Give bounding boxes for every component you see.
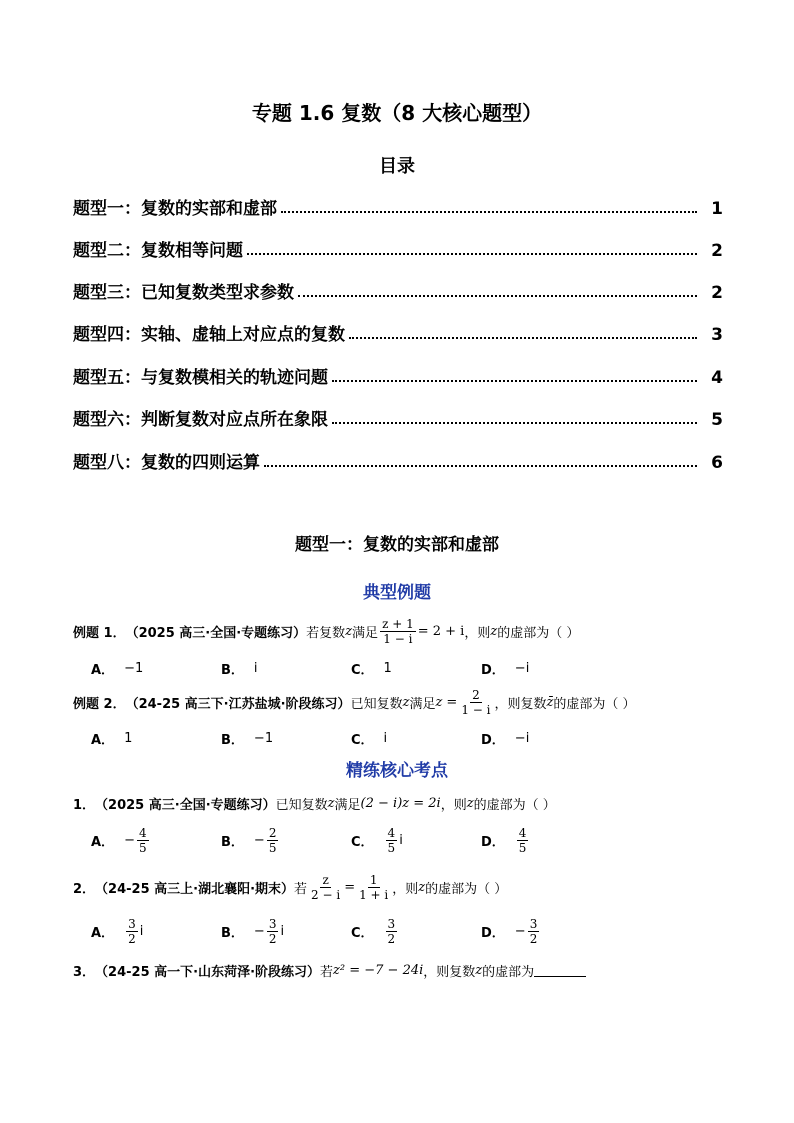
math-fraction: [459, 688, 492, 717]
toc-leader-dots: [247, 253, 697, 255]
question-source: （2025 高三·全国·专题练习）: [95, 798, 276, 813]
option-key: A．: [91, 733, 115, 748]
section-title: 题型一：复数的实部和虚部: [295, 535, 499, 555]
math-fraction: [126, 917, 138, 946]
toc-item[interactable]: [73, 235, 723, 261]
option-a[interactable]: [91, 917, 221, 946]
math-fraction: [528, 917, 540, 946]
question-source: （24-25 高一下·山东菏泽·阶段练习）: [95, 965, 321, 980]
option-key: D．: [481, 835, 505, 850]
math-fraction: [137, 826, 149, 855]
option-sign: −: [253, 924, 265, 939]
options-row: [91, 826, 611, 855]
option-suffix: i: [139, 924, 144, 939]
toc-item[interactable]: [73, 193, 723, 219]
math-variable: z̄: [546, 695, 554, 710]
option-a[interactable]: [91, 659, 221, 678]
question-text: ，则: [440, 798, 467, 813]
toc-item-label: 题型五：与复数模相关的轨迹问题: [73, 368, 328, 388]
toc-item-page: 1: [711, 199, 723, 219]
math-variable: z: [345, 624, 353, 639]
toc-item[interactable]: [73, 277, 723, 303]
toc-heading: 目录: [379, 156, 415, 177]
toc-leader-dots: [281, 211, 697, 213]
option-d[interactable]: [481, 917, 611, 946]
math-variable: z: [327, 796, 335, 811]
question-source: （2025 高三·全国·专题练习）: [125, 626, 307, 641]
practice-question: [73, 961, 586, 980]
math-fraction: [517, 826, 529, 855]
option-c[interactable]: [351, 826, 481, 855]
fraction-numerator: 3: [268, 917, 277, 931]
toc-item[interactable]: [73, 404, 723, 430]
option-value: −i: [514, 661, 530, 676]
option-key: D．: [481, 733, 505, 748]
toc-item-label: 题型八：复数的四则运算: [73, 453, 260, 473]
fraction-denominator: 5: [138, 841, 147, 855]
toc-item-page: 6: [711, 453, 723, 473]
option-value: i: [253, 661, 258, 676]
toc-leader-dots: [332, 380, 697, 382]
option-b[interactable]: [221, 659, 351, 678]
question-number: 1．: [73, 798, 96, 813]
option-key: B．: [221, 663, 244, 678]
fraction-denominator: 2 − i: [311, 888, 341, 902]
option-sign: −: [514, 924, 526, 939]
fraction-numerator: 1: [369, 873, 378, 887]
practice-question: [73, 794, 556, 813]
option-key: D．: [481, 926, 505, 941]
math-expression: z² = −7 − 24i: [333, 963, 424, 978]
option-key: B．: [221, 926, 244, 941]
math-expression: z =: [435, 695, 458, 710]
example-question: [73, 617, 579, 646]
fraction-numerator: 4: [387, 826, 396, 840]
fraction-numerator: 3: [128, 917, 136, 931]
math-fraction: [386, 826, 398, 855]
question-source: （24-25 高三下·江苏盐城·阶段练习）: [125, 697, 351, 712]
fraction-denominator: 2: [387, 932, 396, 946]
fraction-denominator: 2: [128, 932, 136, 946]
page-title: 专题 1.6 复数（8 大核心题型）: [251, 101, 543, 125]
question-text: 已知复数: [350, 697, 403, 712]
toc-item-label: 题型四：实轴、虚轴上对应点的复数: [73, 325, 345, 345]
fraction-denominator: 1 − i: [383, 632, 413, 646]
option-b[interactable]: [221, 729, 351, 748]
options-row: [91, 729, 611, 748]
fraction-numerator: 2: [472, 688, 480, 702]
option-d[interactable]: [481, 826, 611, 855]
fraction-numerator: 3: [387, 917, 396, 931]
fraction-denominator: 1 − i: [461, 703, 491, 717]
toc-item-page: 5: [711, 410, 723, 430]
question-text: 若复数: [306, 626, 346, 641]
option-suffix: i: [399, 833, 403, 848]
option-a[interactable]: [91, 729, 221, 748]
fraction-numerator: 2: [268, 826, 277, 840]
question-text: 的虚部为（ ）: [473, 798, 556, 813]
option-key: C．: [351, 663, 374, 678]
option-value: −1: [124, 661, 144, 676]
toc-item-page: 2: [711, 283, 723, 303]
math-fraction: [357, 873, 390, 902]
math-fraction: [386, 917, 398, 946]
answer-blank[interactable]: [534, 964, 586, 977]
options-row: [91, 659, 611, 678]
question-number: 2．: [73, 882, 96, 897]
toc-item-page: 3: [711, 325, 723, 345]
toc-item-label: 题型三：已知复数类型求参数: [73, 283, 294, 303]
toc-item[interactable]: [73, 319, 723, 345]
math-variable: z: [466, 796, 474, 811]
math-equals: =: [344, 880, 356, 895]
option-value: i: [383, 731, 388, 746]
math-expression: (2 − i)z = 2i: [360, 796, 441, 811]
examples-heading: 典型例题: [363, 583, 431, 603]
question-text: 若: [320, 965, 334, 980]
fraction-denominator: 2: [529, 932, 538, 946]
fraction-denominator: 2: [268, 932, 277, 946]
math-fraction: [309, 873, 342, 902]
fraction-numerator: z + 1: [382, 617, 414, 631]
fraction-denominator: 5: [268, 841, 277, 855]
math-fraction: [267, 917, 279, 946]
question-text: ，则: [464, 626, 491, 641]
math-variable: z: [402, 695, 410, 710]
option-key: B．: [221, 733, 244, 748]
math-fraction: [267, 826, 279, 855]
option-c[interactable]: [351, 659, 481, 678]
toc-item[interactable]: [73, 447, 723, 473]
option-c[interactable]: [351, 729, 481, 748]
options-row: [91, 917, 611, 946]
fraction-denominator: 5: [387, 841, 396, 855]
toc-item-label: 题型二：复数相等问题: [73, 241, 243, 261]
math-variable: z: [418, 880, 426, 895]
toc-leader-dots: [264, 465, 697, 467]
option-a[interactable]: [91, 826, 221, 855]
example-question: [73, 688, 636, 717]
question-text: 满足: [352, 626, 379, 641]
option-value: 1: [383, 661, 392, 676]
toc-item-label: 题型六：判断复数对应点所在象限: [73, 410, 328, 430]
option-key: C．: [351, 926, 374, 941]
question-source: （24-25 高三上·湖北襄阳·期末）: [95, 882, 295, 897]
option-b[interactable]: [221, 917, 351, 946]
option-value: −i: [514, 731, 530, 746]
toc-item-page: 4: [711, 368, 723, 388]
question-text: 已知复数: [275, 798, 328, 813]
fraction-denominator: 5: [518, 841, 527, 855]
option-d[interactable]: [481, 729, 611, 748]
math-variable: z: [475, 963, 483, 978]
question-text: 的虚部为: [482, 965, 535, 980]
question-text: 满足: [334, 798, 361, 813]
fraction-numerator: z: [322, 873, 329, 887]
option-key: A．: [91, 835, 115, 850]
option-c[interactable]: [351, 917, 481, 946]
option-key: C．: [351, 733, 374, 748]
fraction-numerator: 4: [138, 826, 147, 840]
question-text: 的虚部为（ ）: [425, 882, 508, 897]
question-text: ，则复数: [494, 697, 547, 712]
option-suffix: i: [280, 924, 285, 939]
option-key: A．: [91, 926, 115, 941]
option-value: 1: [124, 731, 133, 746]
toc-leader-dots: [298, 295, 697, 297]
practice-question: [73, 873, 507, 902]
fraction-denominator: 1 + i: [359, 888, 389, 902]
option-sign: −: [124, 833, 135, 848]
option-key: B．: [221, 835, 244, 850]
question-text: ，则复数: [423, 965, 476, 980]
practice-heading: 精练核心考点: [346, 761, 448, 781]
fraction-numerator: 4: [518, 826, 527, 840]
question-text: ，则: [392, 882, 419, 897]
question-number: 例题 2．: [73, 697, 126, 712]
math-variable: z: [490, 624, 498, 639]
toc-item-label: 题型一：复数的实部和虚部: [73, 199, 277, 219]
toc-item-page: 2: [711, 241, 723, 261]
question-text: 的虚部为（ ）: [497, 626, 580, 641]
option-key: A．: [91, 663, 115, 678]
question-text: 的虚部为（ ）: [553, 697, 636, 712]
toc-item[interactable]: [73, 362, 723, 388]
math-expression: = 2 + i: [417, 624, 465, 639]
question-number: 3．: [73, 965, 96, 980]
option-sign: −: [253, 833, 265, 848]
question-text: 满足: [409, 697, 436, 712]
question-number: 例题 1．: [73, 626, 126, 641]
question-text: 若: [294, 882, 308, 897]
option-d[interactable]: [481, 659, 611, 678]
toc-leader-dots: [332, 422, 697, 424]
toc-leader-dots: [349, 337, 697, 339]
option-value: −1: [253, 731, 274, 746]
option-key: C．: [351, 835, 374, 850]
fraction-numerator: 3: [529, 917, 538, 931]
math-fraction: [380, 617, 416, 646]
option-b[interactable]: [221, 826, 351, 855]
option-key: D．: [481, 663, 505, 678]
